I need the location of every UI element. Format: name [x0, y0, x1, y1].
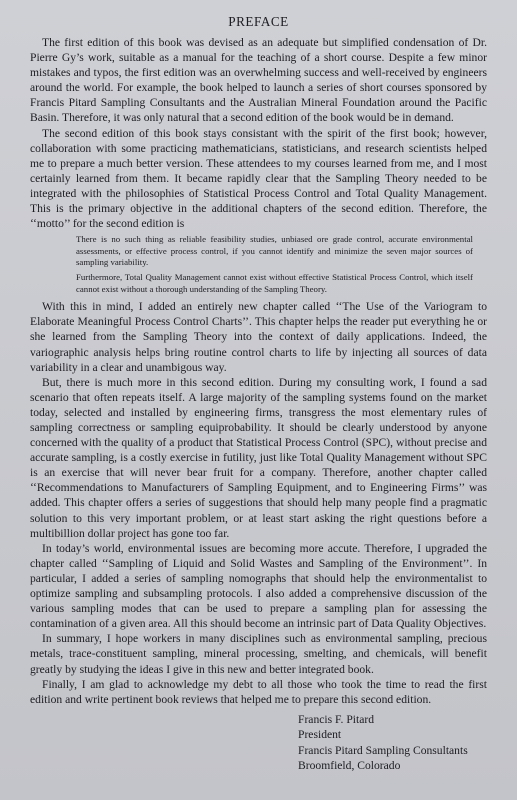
- paragraph-consulting: But, there is much more in this second edition. During my consulting work, I found a sad scenario that often repeats itself. A large majority of the sampling systems found on the market today, selected and installed by engineering firms, transgress the most elementary rules of sampling correctness or sampling equiprobability. It should be clearly understood by anyone concerned with the quality of a product that Statistical Process Control (SPC), without precise and accurate sampling, is a costly exercise in futility, just like Total Quality Management without SPC is an exercise that will never bear fruit for a company. Therefore, another chapter called ‘‘Recommendations to Manufacturers of Sampling Equipment, and to Engineering Firms’’ was added. This chapter offers a series of suggestions that should help many people find a pragmatic solution to this very important problem, or at least start asking the right questions before a multibillion dollar project has gone too far.: [30, 375, 487, 540]
- paragraph-variogram: With this in mind, I added an entirely new chapter called ‘‘The Use of the Variogram to Elaborate Meaningful Process Control Charts’’. This chapter helps the reader put everything he or she learned from the Sampling Theory into the context of daily applications. Indeed, the variographic analysis helps bring routine control charts to life by injecting all sources of data variability in a clear and unambigous way.: [30, 300, 487, 374]
- paragraph-first-edition: The first edition of this book was devised as an adequate but simplified condensation of Dr. Pierre Gy’s work, suitable as a manual for the teaching of a short course. Despite a few minor mistakes and typos, the first edition was an overwhelming success and well-received by engineers around the world. For example, the book helped to launch a series of short courses sponsored by Francis Pitard Sampling Consultants and the Australian Mineral Foundation around the Pacific Basin. Therefore, it was only natural that a second edition of the book would be in demand.: [30, 36, 487, 125]
- signature-location: Broomfield, Colorado: [298, 759, 401, 772]
- signature-block: [298, 712, 487, 774]
- signature-company: Francis Pitard Sampling Consultants: [298, 743, 468, 757]
- signature-name: Francis F. Pitard: [298, 712, 375, 726]
- signature-role: President: [298, 728, 342, 742]
- paragraph-second-edition: The second edition of this book stays consistant with the spirit of the first book; however, collaboration with some practicing mathematicians, statisticians, and research scientists helped me to prepare a much better version. These attendees to my courses learned from me, and I most certainly learned from them. It became rapidly clear that the Sampling Theory needed to be integrated with the philosophies of Statistical Process Control and Total Quality Management. This is the primary objective in the additional chapters of the second edition. Therefore, the ‘‘motto’’ for the second edition is: [30, 126, 487, 231]
- page-title: PREFACE: [228, 14, 289, 29]
- paragraph-environment: In today’s world, environmental issues are becoming more accute. Therefore, I upgraded the chapter called ‘‘Sampling of Liquid and Solid Wastes and Sampling of the Environment’’. In particular, I added a series of sampling nomographs that should help the environmentalist to optimize sampling and subsampling protocols. I also added a comprehensive discussion of the various sampling modes that can be used to prepare a sampling plan for assessing the contamination of a given area. All this should become an intrinsic part of Data Quality Objectives.: [30, 541, 487, 631]
- paragraph-acknowledgment: Finally, I am glad to acknowledge my debt to all those who took the time to read the first edition and write pertinent book reviews that helped me to prepare this second edition.: [30, 677, 487, 706]
- motto-block: [76, 234, 473, 295]
- paragraph-summary: In summary, I hope workers in many disciplines such as environmental sampling, precious metals, trace-constituent sampling, mineral processing, smelting, and chemicals, will benefit greatly by studying the ideas I give in this new and better integrated book.: [30, 632, 487, 676]
- motto-paragraph-2: Furthermore, Total Quality Management cannot exist without effective Statistical Process Control, which itself cannot exist without a thorough understanding of the Sampling Theory.: [76, 272, 473, 294]
- motto-paragraph-1: There is no such thing as reliable feasibility studies, unbiased ore grade control, accurate environmental assessments, or effective process control, if you cannot identify and minimize the seven major sources of sampling variability.: [76, 234, 473, 268]
